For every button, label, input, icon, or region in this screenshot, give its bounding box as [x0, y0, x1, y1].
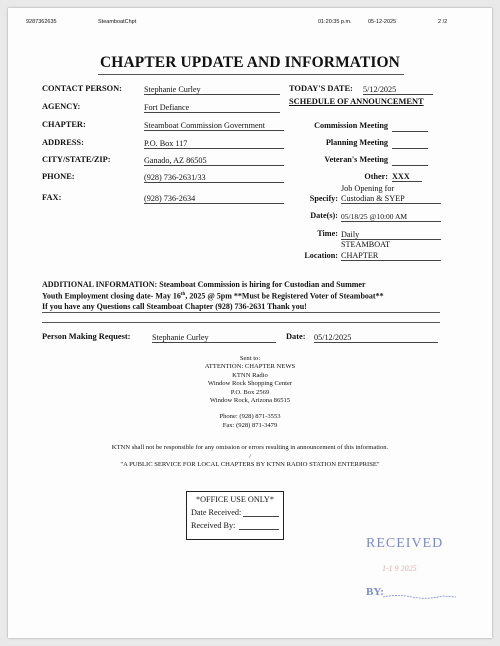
request-date-field: 05/12/2025 — [314, 333, 438, 343]
office-use-heading: *OFFICE USE ONLY* — [196, 495, 274, 504]
city-state-zip-field: Ganado, AZ 86505 — [144, 156, 284, 166]
city-state-zip-label: CITY/STATE/ZIP: — [42, 155, 111, 164]
location-line1: STEAMBOAT — [341, 240, 391, 249]
fax-sender: SteamboatChpt — [98, 19, 137, 25]
time-field: Daily — [341, 230, 441, 240]
sent-to-attention: ATTENTION: CHAPTER NEWS — [204, 363, 296, 371]
chapter-field: Steamboat Commission Government — [144, 121, 284, 131]
disclaimer-slash: / — [249, 453, 251, 460]
document-page — [8, 8, 492, 638]
specify-label: Specify: — [309, 194, 338, 203]
office-use-received-label: Received By: — [191, 521, 236, 530]
other-label: Other: — [364, 172, 388, 181]
location-line2: CHAPTER — [341, 251, 441, 261]
agency-field: Fort Defiance — [144, 103, 280, 113]
sent-to-fax: Fax: (928) 871-3479 — [222, 421, 278, 429]
office-use-date-label: Date Received: — [191, 508, 242, 517]
sent-to-org: KTNN Radio — [232, 371, 268, 379]
fax-field: (928) 736-2634 — [144, 194, 284, 204]
veterans-meeting-field — [392, 155, 428, 166]
dates-label: Date(s): — [310, 211, 338, 220]
received-stamp-by: BY: — [366, 586, 384, 598]
contact-person-field: Stephanie Curley — [144, 85, 280, 95]
commission-meeting-field — [392, 121, 428, 132]
schedule-heading: SCHEDULE OF ANNOUNCEMENT — [289, 97, 424, 106]
veterans-meeting-label: Veteran's Meeting — [324, 155, 388, 164]
additional-line1: ADDITIONAL INFORMATION: Steamboat Commission is hiring for Custodian and Summer — [42, 280, 366, 289]
request-date-label: Date: — [286, 332, 306, 341]
time-label: Time: — [317, 229, 338, 238]
agency-label: AGENCY: — [42, 102, 81, 111]
received-stamp-text: RECEIVED — [366, 536, 444, 551]
fax-page: 2 /2 — [438, 19, 448, 25]
person-making-request-label: Person Making Request: — [42, 332, 131, 341]
sent-to-location: Window Rock Shopping Center — [207, 380, 293, 388]
fax-time: 01:20:35 p.m. — [318, 19, 352, 25]
received-stamp-signature-line — [382, 592, 458, 600]
contact-person-label: CONTACT PERSON: — [42, 84, 122, 93]
address-field: P.O. Box 117 — [144, 139, 284, 149]
fax-label: FAX: — [42, 193, 62, 202]
location-label: Location: — [304, 251, 338, 260]
additional-line2-text: Youth Employment closing date- May 16 — [42, 291, 181, 301]
office-use-date-line — [243, 516, 279, 517]
sent-to-phone: Phone: (928) 871-3553 — [219, 413, 281, 421]
additional-information — [42, 280, 472, 312]
phone-field: (928) 736-2631/33 — [144, 173, 284, 183]
additional-line2-tail: , 2025 @ 5pm **Must be Registered Voter of Steamboat** — [185, 291, 384, 301]
additional-underline-2 — [42, 322, 440, 323]
commission-meeting-label: Commission Meeting — [314, 121, 388, 130]
chapter-label: CHAPTER: — [42, 120, 86, 129]
title-underline — [98, 74, 404, 75]
sent-to-block — [150, 355, 350, 430]
specify-line2: Custodian & SYEP — [341, 194, 441, 204]
sent-to-po-box: P.O. Box 2569 — [230, 388, 270, 396]
additional-underline — [42, 312, 440, 313]
additional-line2 — [42, 290, 472, 302]
office-use-received-line — [239, 529, 279, 530]
disclaimer: KTNN shall not be responsible for any omission or errors resulting in announcement of this information. — [111, 444, 389, 451]
planning-meeting-field — [392, 138, 428, 149]
todays-date-label: TODAY'S DATE: — [289, 84, 353, 93]
additional-line2-sup: th — [180, 292, 186, 297]
page-title: CHAPTER UPDATE AND INFORMATION — [100, 54, 400, 71]
phone-label: PHONE: — [42, 172, 75, 181]
person-making-request-field: Stephanie Curley — [152, 333, 276, 343]
additional-line3: If you have any Questions call Steamboat Chapter (928) 736-2631 Thank you! — [42, 301, 307, 311]
office-use-box — [186, 491, 284, 540]
received-stamp-date: 1-1 9 2025 — [382, 564, 417, 573]
todays-date-field: 5/12/2025 — [363, 85, 433, 95]
fax-phone: 9287362635 — [26, 19, 57, 25]
specify-line1: Job Opening for — [341, 184, 395, 193]
other-field: XXX — [392, 172, 422, 182]
address-label: ADDRESS: — [42, 138, 84, 147]
dates-field: 05/18/25 @10:00 AM — [341, 212, 441, 222]
sent-to-heading: Sent to: — [239, 355, 261, 362]
public-service-note: "A PUBLIC SERVICE FOR LOCAL CHAPTERS BY KTNN RADIO STATION ENTERPRISE" — [120, 461, 380, 468]
sent-to-city: Window Rock, Arizona 86515 — [209, 397, 291, 405]
planning-meeting-label: Planning Meeting — [325, 138, 388, 147]
fax-date: 05-12-2025 — [368, 19, 397, 25]
